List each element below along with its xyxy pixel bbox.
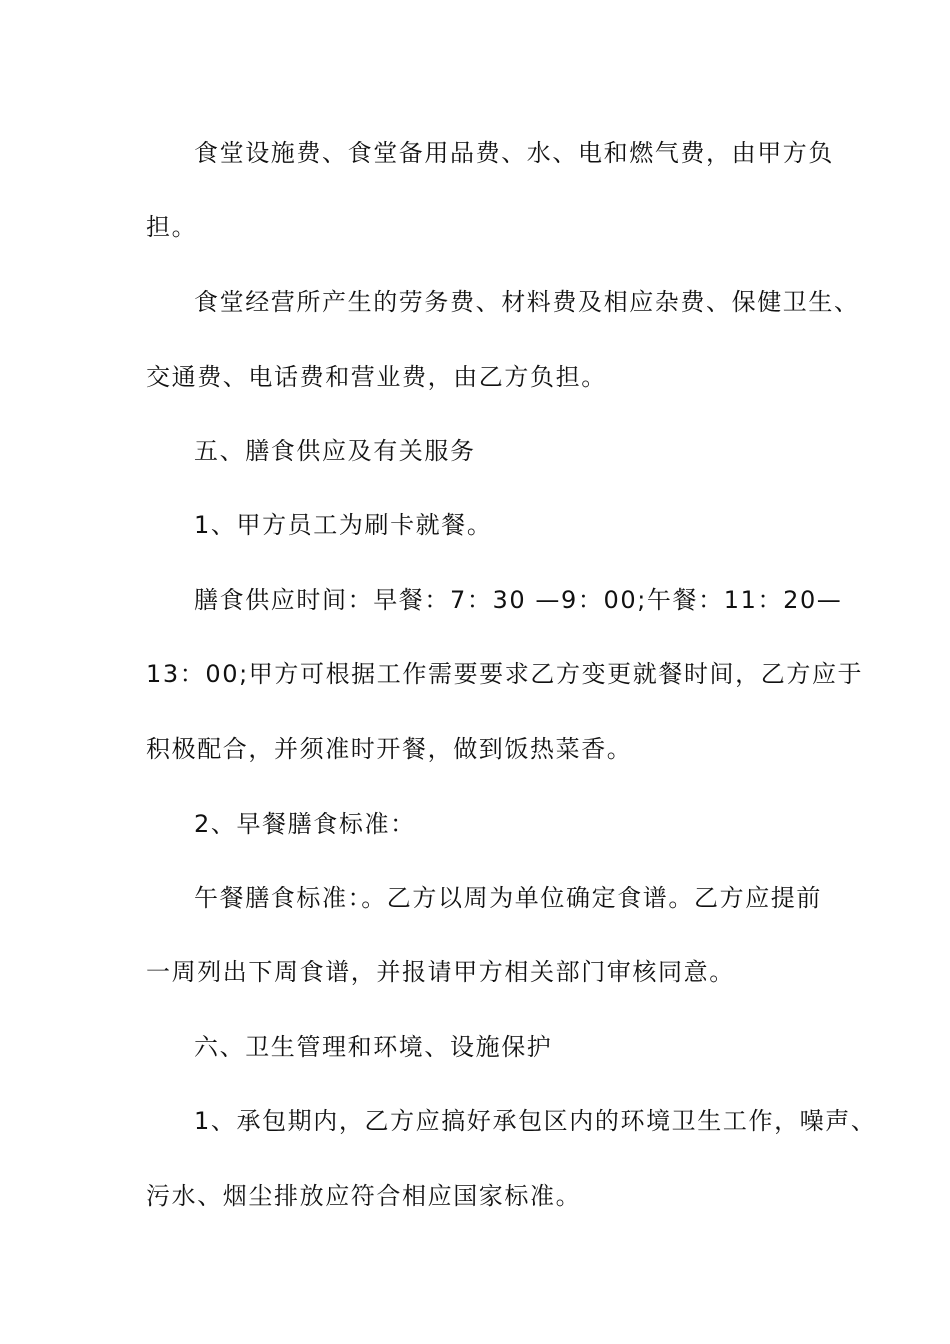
paragraph-meal-times-line-2: 13：00;甲方可根据工作需要要求乙方变更就餐时间，乙方应于 <box>146 660 864 688</box>
section-heading-six: 六、卫生管理和环境、设施保护 <box>194 1033 553 1061</box>
paragraph-hygiene-line-1: 1、承包期内，乙方应搞好承包区内的环境卫生工作，噪声、 <box>194 1107 877 1135</box>
paragraph-hygiene-line-2: 污水、烟尘排放应符合相应国家标准。 <box>146 1182 582 1210</box>
paragraph-lunch-standard-line-1: 午餐膳食标准：。乙方以周为单位确定食谱。乙方应提前 <box>194 884 822 912</box>
paragraph-facility-fees-line-1: 食堂设施费、食堂备用品费、水、电和燃气费，由甲方负 <box>194 139 834 167</box>
item-card-dining: 1、甲方员工为刷卡就餐。 <box>194 511 493 539</box>
paragraph-operating-fees-line-1: 食堂经营所产生的劳务费、材料费及相应杂费、保健卫生、 <box>194 288 860 316</box>
item-breakfast-standard: 2、早餐膳食标准： <box>194 810 416 838</box>
paragraph-meal-times-line-1: 膳食供应时间：早餐：7：30 —9：00;午餐：11：20— <box>194 586 843 614</box>
paragraph-facility-fees-line-2: 担。 <box>146 213 198 241</box>
section-heading-five: 五、膳食供应及有关服务 <box>194 437 476 465</box>
paragraph-lunch-standard-line-2: 一周列出下周食谱，并报请甲方相关部门审核同意。 <box>146 958 735 986</box>
paragraph-operating-fees-line-2: 交通费、电话费和营业费，由乙方负担。 <box>146 363 607 391</box>
paragraph-meal-times-line-3: 积极配合，并须准时开餐，做到饭热菜香。 <box>146 735 633 763</box>
